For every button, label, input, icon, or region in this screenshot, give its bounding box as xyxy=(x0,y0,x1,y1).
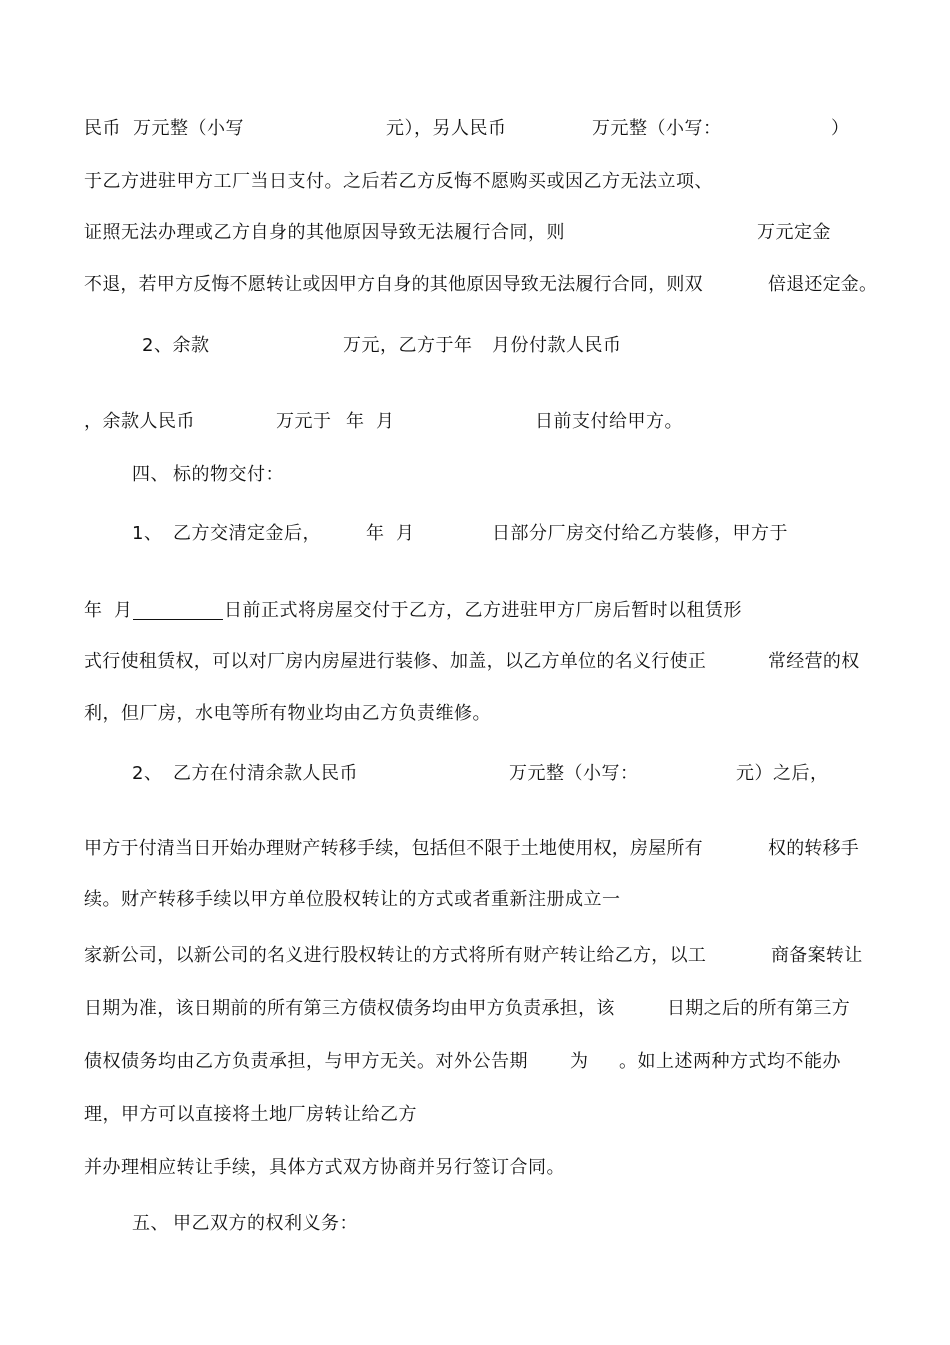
text-segment: 日前正式将房屋交付于乙方，乙方进驻甲方厂房后暂时以租赁形 xyxy=(224,600,742,621)
section-number: 五、 xyxy=(132,1213,169,1234)
text-segment: 2、 xyxy=(132,763,163,784)
text-segment: 家新公司，以新公司的名义进行股权转让的方式将所有财产转让给乙方，以工 xyxy=(84,945,707,966)
text-segment: 日期之后的所有第三方 xyxy=(667,998,850,1019)
text-segment: 于乙方进驻甲方工厂当日支付。之后若乙方反悔不愿购买或因乙方无法立项、 xyxy=(84,171,713,192)
text-segment: 续。财产转移手续以甲方单位股权转让的方式或者重新注册成立一 xyxy=(84,889,621,910)
text-segment: 式行使租赁权，可以对厂房内房屋进行装修、加盖，以乙方单位的名义行使正 xyxy=(84,651,707,672)
text-segment: 年 xyxy=(366,523,385,544)
text-segment: 债权债务均由乙方负责承担，与甲方无关。对外公告期 xyxy=(84,1051,528,1072)
text-segment: 乙方交清定金后， xyxy=(173,523,321,544)
text-segment: 倍退还定金。 xyxy=(768,274,878,295)
section-title: 标的物交付： xyxy=(173,464,284,485)
section-title: 甲乙双方的权利义务： xyxy=(173,1213,358,1234)
text-segment: 万元整（小写： xyxy=(509,763,639,784)
text-segment: 权的转移手 xyxy=(768,838,859,859)
text-segment: 月 xyxy=(114,600,133,621)
text-segment: 日前支付给甲方。 xyxy=(535,411,683,432)
text-segment: 不退，若甲方反悔不愿转让或因甲方自身的其他原因导致无法履行合同，则双 xyxy=(84,274,703,295)
text-segment: 年 xyxy=(346,411,365,432)
text-segment: 万元，乙方于年 xyxy=(343,335,473,356)
text-segment: 年 xyxy=(84,600,103,621)
text-segment: 理，甲方可以直接将土地厂房转让给乙方 xyxy=(84,1104,417,1125)
text-segment: 元），另人民币 xyxy=(386,118,507,139)
text-segment: 元）之后， xyxy=(736,763,829,784)
text-segment: ，余款人民币 xyxy=(84,411,195,432)
text-segment: 月份付款人民币 xyxy=(492,335,622,356)
text-segment: 利，但厂房，水电等所有物业均由乙方负责维修。 xyxy=(84,703,491,724)
text-segment: 甲方于付清当日开始办理财产转移手续，包括但不限于土地使用权，房屋所有 xyxy=(84,838,703,859)
text-segment: 常经营的权 xyxy=(768,651,860,672)
text-segment: 民币 xyxy=(84,118,121,139)
text-segment: 1、 xyxy=(132,523,163,544)
text-segment: 2、余款 xyxy=(142,335,210,356)
text-segment: 万元整（小写 xyxy=(133,118,244,139)
text-segment: 并办理相应转让手续，具体方式双方协商并另行签订合同。 xyxy=(84,1157,565,1178)
text-segment: 万元定金 xyxy=(757,222,831,243)
text-segment: 万元整（小写： xyxy=(592,118,722,139)
text-segment: 月 xyxy=(396,523,415,544)
text-segment: 月 xyxy=(376,411,395,432)
text-segment: 日期为准，该日期前的所有第三方债权债务均由甲方负责承担，该 xyxy=(84,998,615,1019)
fill-in-blank-underline xyxy=(133,619,223,620)
text-segment: 。如上述两种方式均不能办 xyxy=(619,1051,841,1072)
text-segment: 为 xyxy=(570,1051,589,1072)
section-number: 四、 xyxy=(132,464,169,485)
text-segment: 证照无法办理或乙方自身的其他原因导致无法履行合同，则 xyxy=(84,222,565,243)
text-segment: 日部分厂房交付给乙方装修，甲方于 xyxy=(492,523,788,544)
text-segment: 商备案转让 xyxy=(771,945,863,966)
text-segment: ） xyxy=(831,118,850,139)
text-segment: 乙方在付清余款人民币 xyxy=(173,763,358,784)
text-segment: 万元于 xyxy=(276,411,332,432)
